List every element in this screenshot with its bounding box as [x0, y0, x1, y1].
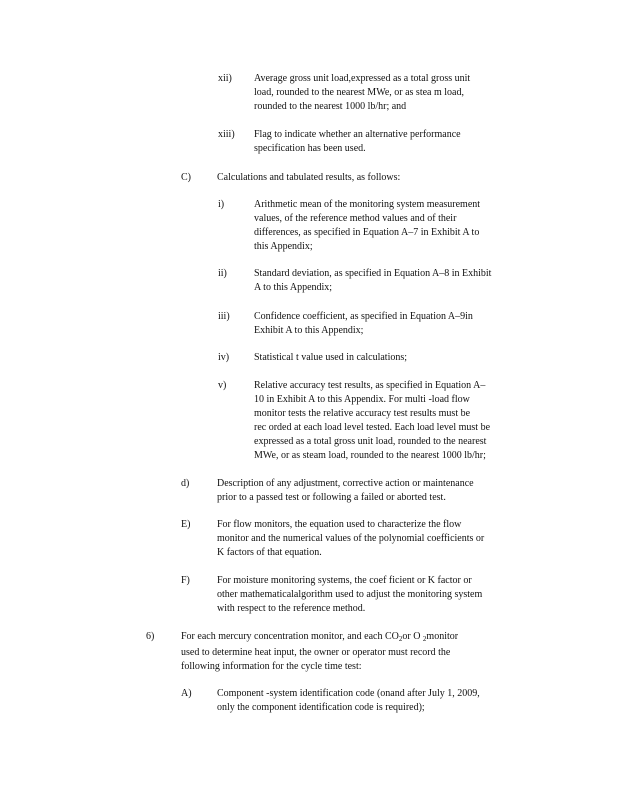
- text-fragment: or O: [402, 631, 421, 642]
- text-line: Component -system identification code (onand after July 1, 2009,: [217, 688, 480, 699]
- item-text-Cii: [254, 267, 554, 295]
- item-text-Ci: [254, 198, 554, 254]
- text-line: Exhibit A to this Appendix;: [254, 325, 364, 336]
- item-marker-C: C): [181, 172, 191, 183]
- text-line: expressed as a total gross unit load, rounded to the nearest: [254, 436, 487, 447]
- text-line: For moisture monitoring systems, the coef ficient or K factor or: [217, 575, 472, 586]
- text-line: monitor and the numerical values of the polynomial coefficients or: [217, 533, 485, 544]
- text-line: with respect to the reference method.: [217, 603, 366, 614]
- text-line: A to this Appendix;: [254, 282, 333, 293]
- item-marker-Cv: v): [218, 380, 227, 391]
- text-line: 10 in Exhibit A to this Appendix. For multi -load flow: [254, 394, 470, 405]
- item-text-E: [217, 518, 562, 560]
- item-text-6: [181, 630, 561, 674]
- item-text-C: [217, 171, 547, 185]
- item-marker-Cii: ii): [218, 268, 227, 279]
- text-line: Standard deviation, as specified in Equation A–8 in Exhibit: [254, 268, 492, 279]
- item-marker-F: F): [181, 575, 190, 586]
- item-text-A: [217, 687, 562, 715]
- text-line: used to determine heat input, the owner or operator must record the: [181, 647, 451, 658]
- item-text-Civ: [254, 351, 554, 365]
- subscript: 2: [422, 635, 427, 643]
- item-marker-Ciii: iii): [218, 311, 230, 322]
- item-text-F: [217, 574, 562, 616]
- text-fragment: For each mercury concentration monitor, and each CO: [181, 631, 399, 642]
- text-line: only the component identification code is required);: [217, 702, 425, 713]
- text-line: Relative accuracy test results, as specified in Equation A–: [254, 380, 486, 391]
- item-text-xii: [254, 72, 544, 114]
- item-marker-6: 6): [146, 631, 155, 642]
- text-line: Average gross unit load,expressed as a total gross unit: [254, 73, 471, 84]
- text-line: differences, as specified in Equation A–7 in Exhibit A to: [254, 227, 480, 238]
- text-line: Description of any adjustment, corrective action or maintenance: [217, 478, 474, 489]
- text-line: Flag to indicate whether an alternative performance: [254, 129, 461, 140]
- text-line: Confidence coefficient, as specified in Equation A–9in: [254, 311, 473, 322]
- text-line: rounded to the nearest 1000 lb/hr; and: [254, 101, 407, 112]
- item-text-Ciii: [254, 310, 554, 338]
- text-line: values, of the reference method values and of their: [254, 213, 457, 224]
- text-line: Arithmetic mean of the monitoring system measurement: [254, 199, 481, 210]
- item-text-d: [217, 477, 562, 505]
- text-line: prior to a passed test or following a failed or aborted test.: [217, 492, 446, 503]
- item-text-xiii: [254, 128, 544, 156]
- text-line: K factors of that equation.: [217, 547, 322, 558]
- text-line: MWe, or as steam load, rounded to the nearest 1000 lb/hr;: [254, 450, 486, 461]
- item-marker-E: E): [181, 519, 191, 530]
- text-line: following information for the cycle time test:: [181, 661, 362, 672]
- text-line: specification has been used.: [254, 143, 366, 154]
- item-marker-d: d): [181, 478, 190, 489]
- text-line: other mathematicalalgorithm used to adjust the monitoring system: [217, 589, 483, 600]
- text-line: For flow monitors, the equation used to characterize the flow: [217, 519, 462, 530]
- item-text-Cv: [254, 379, 559, 463]
- item-marker-A: A): [181, 688, 192, 699]
- text-fragment: monitor: [426, 631, 459, 642]
- text-line: monitor tests the relative accuracy test results must be: [254, 408, 471, 419]
- item-marker-xiii: xiii): [218, 129, 235, 140]
- text-line: load, rounded to the nearest MWe, or as stea m load,: [254, 87, 464, 98]
- item-marker-Ci: i): [218, 199, 225, 210]
- text-line: Statistical t value used in calculations;: [254, 352, 408, 363]
- text-line: this Appendix;: [254, 241, 313, 252]
- text-line: [181, 630, 561, 646]
- item-marker-xii: xii): [218, 73, 232, 84]
- item-marker-Civ: iv): [218, 352, 230, 363]
- text-line: Calculations and tabulated results, as follows:: [217, 172, 401, 183]
- subscript: 2: [398, 635, 403, 643]
- text-line: rec orded at each load level tested. Each load level must be: [254, 422, 491, 433]
